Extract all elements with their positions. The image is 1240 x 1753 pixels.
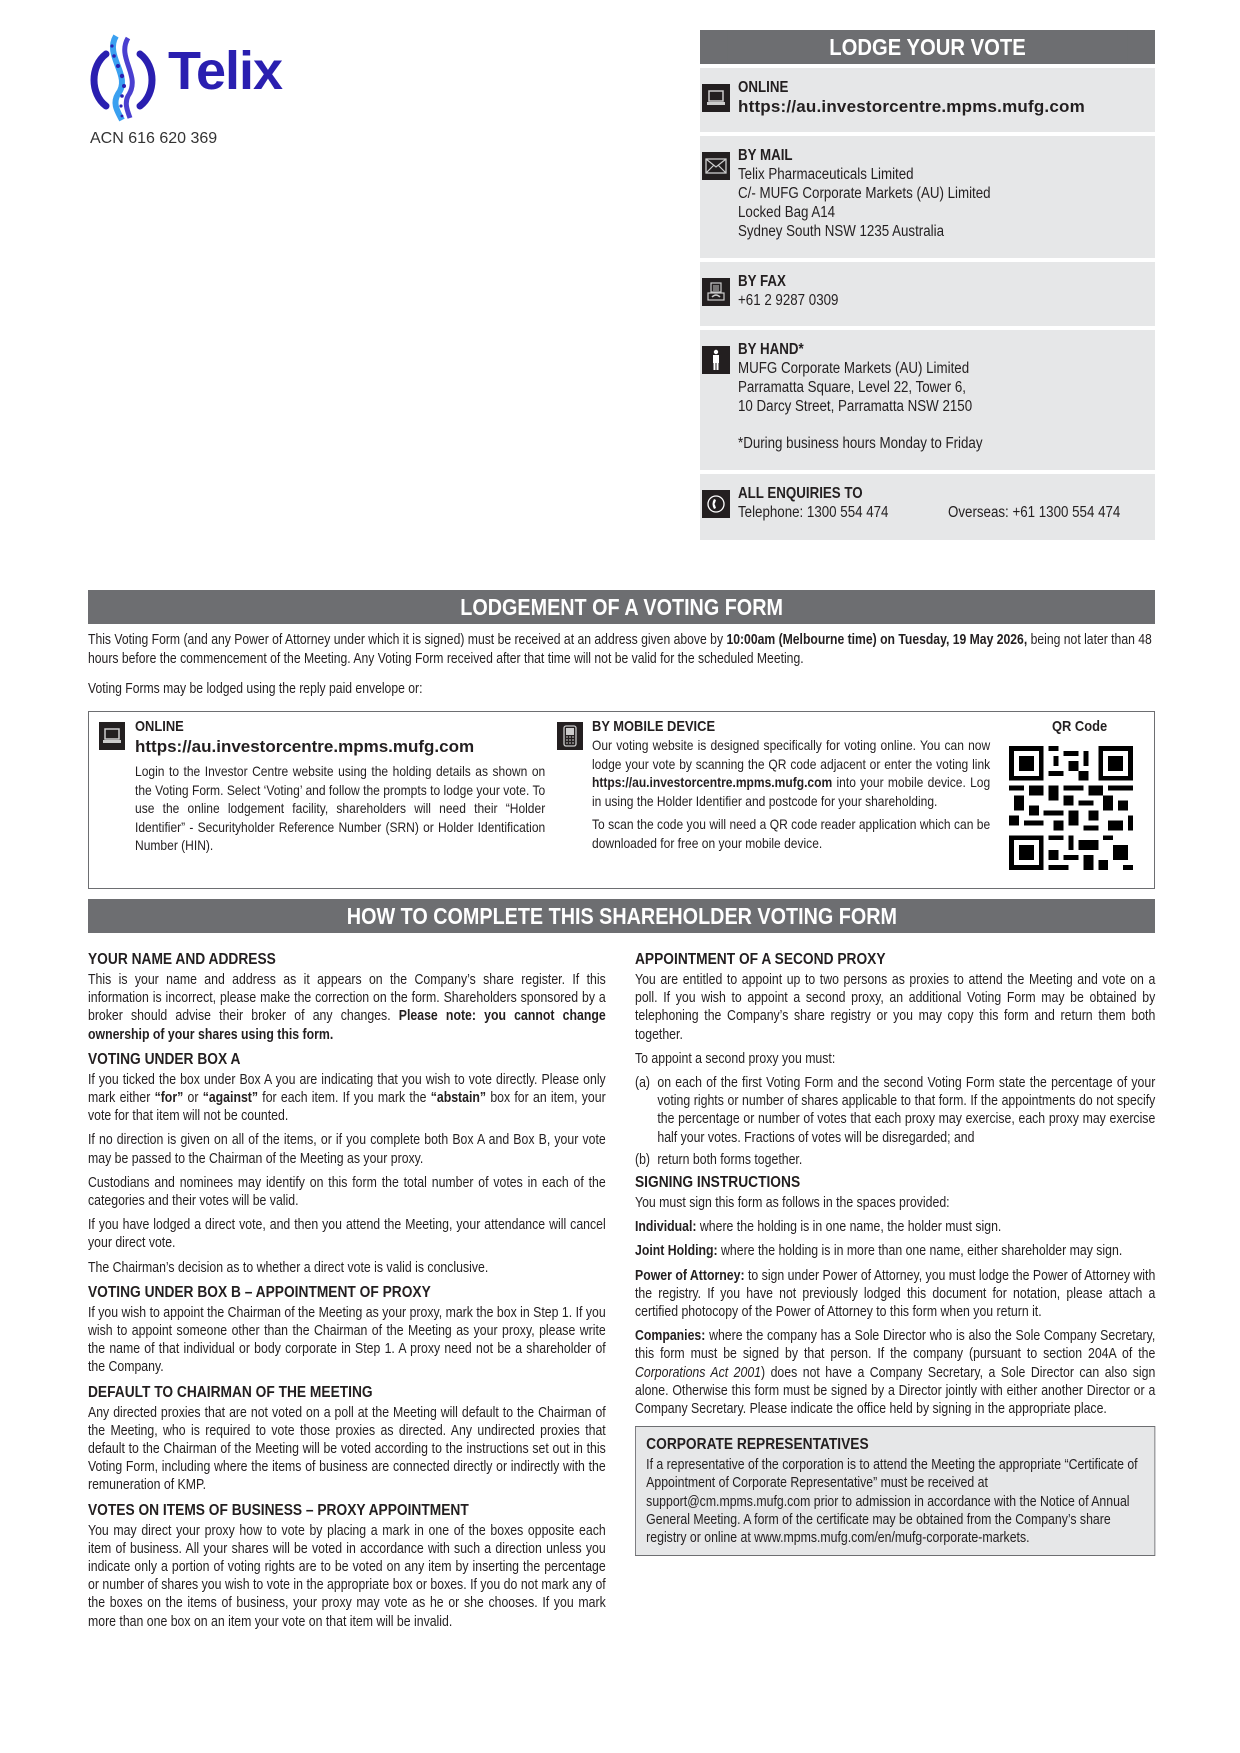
- online-heading: ONLINE: [135, 718, 184, 735]
- qr-code-label: QR Code: [1052, 718, 1108, 735]
- lodge-your-vote-title: LODGE YOUR VOTE: [727, 30, 1127, 64]
- list-item: (a) on each of the first Voting Form and the second Voting Form state the percentage of your voting rights or number of shares applicable to that form. If the appointments do not specify the percentage or number of votes that each proxy may exercise, each proxy may exercise half your votes. Fractions of votes will be disregarded; and: [635, 1075, 1156, 1146]
- lodge-enquiries: ALL ENQUIRIES TO Telephone: 1300 554 474 Overseas: +61 1300 554 474: [700, 474, 1155, 540]
- online-instructions: Login to the Investor Centre website using the holding details as shown on the Voting Form. Select ‘Voting’ and follow the prompts to lodge your vote. To use the online lodgement facility, shareholders will need their “Holder Identifier” - Securityholder Reference Number (SRN) or Holder Identification Number (HIN).: [135, 763, 546, 853]
- laptop-icon: [702, 84, 730, 112]
- lodgement-section-title: LODGEMENT OF A VOTING FORM: [88, 590, 1155, 624]
- box-a-heading: VOTING UNDER BOX A: [88, 1050, 241, 1068]
- lodge-by-hand: BY HAND* MUFG Corporate Markets (AU) Limited Parramatta Square, Level 22, Tower 6, 10 Darcy Street, Parramatta NSW 2150 *During business hours Monday to Friday: [700, 330, 1155, 470]
- person-icon: [702, 346, 730, 374]
- list-item: (b) return both forms together.: [635, 1151, 803, 1168]
- fax-icon: [702, 278, 730, 306]
- acn-number: ACN 616 620 369: [90, 130, 218, 147]
- telix-logo: [88, 32, 318, 122]
- lodgement-envelope-text: Voting Forms may be lodged using the reply paid envelope or:: [88, 681, 423, 697]
- envelope-icon: [702, 152, 730, 180]
- default-chairman-heading: DEFAULT TO CHAIRMAN OF THE MEETING: [88, 1383, 373, 1401]
- corporate-representatives-box: CORPORATE REPRESENTATIVES If a representative of the corporation is to attend the Meeting the appropriate “Certificate of Appointment of Corporate Representative” must be received at support@cm.mpms.mufg.com prior to admission in accordance with the Notice of Annual General Meeting. A form of the certificate may be obtained from the Company’s share registry or online at www.mpms.mufg.com/en/mufg-corporate-markets.: [635, 1426, 1155, 1556]
- box-a-text: If you ticked the box under Box A you are indicating that you wish to vote directly. Please only mark either “for” or “against” for each item. If you mark the “abstain” box for an item, your vote for that item will not be counted.: [88, 1071, 606, 1125]
- mobile-instructions: Our voting website is designed specifically for voting online. You can now lodge your vote by scanning the QR code adjacent or enter the voting link https://au.investorcentre.mpms.mufg.com into your mobile device. Log in using the Holder Identifier and postcode for your shareholding. To scan the code you will need a QR code reader application which can be downloaded for free on your mobile device.: [592, 737, 991, 851]
- box-b-heading: VOTING UNDER BOX B – APPOINTMENT OF PROXY: [88, 1283, 431, 1301]
- name-address-heading: YOUR NAME AND ADDRESS: [88, 951, 276, 968]
- telix-spine-icon: [88, 32, 160, 122]
- telephone-number: Telephone: 1300 554 474: [738, 504, 889, 521]
- online-url[interactable]: https://au.investorcentre.mpms.mufg.com: [135, 737, 475, 756]
- laptop-icon: [99, 722, 125, 750]
- how-to-right-column: APPOINTMENT OF A SECOND PROXY You are entitled to appoint up to two persons as proxies to attend the Meeting and vote on a poll. If you wish to appoint a second proxy, an additional Voting Form may be obtained by telephoning the Company’s share registry or you may copy this form and return them both together. To appoint a second proxy you must: (a) on each of the first Voting Form and the second Voting Form state the percentage of your voting rights or number of shares applicable to that form. If the appointments do not specify the percentage or number of votes that each proxy may exercise, each proxy may exercise half your votes. Fractions of votes will be disregarded; and (b) return both forms together. SIGNING INSTRUCTIONS You must sign this form as follows in the spaces provided: Individual: where the holding is in one name, the holder must sign. Joint Holding: where the holding is in more than one name, either shareholder may sign. Power of Attorney: to sign under Power of Attorney, you must lodge the Power of Attorney with the registry. If you have not previously lodged this document for notation, please attach a certified photocopy of the Power of Attorney to this form when you return it. Companies: where the company has a Sole Director who is also the Sole Company Secretary, this form must be signed by that person. If the company (pursuant to section 204A of the Corporations Act 2001) does not have a Company Secretary, a Sole Director can also sign alone. Otherwise this form must be signed by a Director jointly with either another Director or a Company Secretary. Please indicate the office held by signing in the appropriate place. CORPORATE REPRESENTATIVES If a representative of the corporation is to attend the Meeting the appropriate “Certificate of Appointment of Corporate Representative” must be received at support@cm.mpms.mufg.com prior to admission in accordance with the Notice of Annual General Meeting. A form of the certificate may be obtained from the Company’s share registry or online at www.mpms.mufg.com/en/mufg-corporate-markets.: [635, 950, 1155, 1556]
- lodge-by-fax: BY FAX +61 2 9287 0309: [700, 262, 1155, 326]
- votes-items-heading: VOTES ON ITEMS OF BUSINESS – PROXY APPOINTMENT: [88, 1501, 469, 1519]
- lodge-online: ONLINE https://au.investorcentre.mpms.mufg.com: [700, 68, 1155, 132]
- mobile-phone-icon: [557, 722, 583, 750]
- brand-name: Telix: [168, 41, 283, 101]
- online-url[interactable]: https://au.investorcentre.mpms.mufg.com: [738, 97, 1085, 116]
- how-to-left-column: YOUR NAME AND ADDRESS This is your name and address as it appears on the Company’s share register. If this information is incorrect, please make the correction on the form. Shareholders sponsored by a broker should advise their broker of any changes. Please note: you cannot change ownership of your shares using this form. VOTING UNDER BOX A If you ticked the box under Box A you are indicating that you wish to vote directly. Please only mark either “for” or “against” for each item. If you mark the “abstain” box for an item, your vote for that item will not be counted. If no direction is given on all of the items, or if you complete both Box A and Box B, your vote may be passed to the Chairman of the Meeting as your proxy. Custodians and nominees may identify on this form the total number of votes in each of the categories and their votes will be valid. If you have lodged a direct vote, and then you attend the Meeting, your attendance will cancel your direct vote. The Chairman’s decision as to whether a direct vote is valid is conclusive. VOTING UNDER BOX B – APPOINTMENT OF PROXY If you wish to appoint the Chairman of the Meeting as your proxy, mark the box in Step 1. If you wish to appoint someone other than the Chairman of the Meeting as your proxy, please write the name of that individual or body corporate in Step 1. A proxy need not be a shareholder of the Company. DEFAULT TO CHAIRMAN OF THE MEETING Any directed proxies that are not voted on a poll at the Meeting will default to the Chairman of the Meeting, who is required to vote those proxies as directed. Any undirected proxies that default to the Chairman of the Meeting will be voted according to the instructions set out in this Voting Form, including where the items of business are connected directly or indirectly with the remuneration of KMP. VOTES ON ITEMS OF BUSINESS – PROXY APPOINTMENT You may direct your proxy how to vote by placing a mark in one of the boxes opposite each item of business. All your shares will be voted in accordance with such a direction unless you indicate only a portion of voting rights are to be voted on any item by inserting the percentage or number of shares you wish to vote in the appropriate box or boxes. If you do not mark any of the boxes on the items of business, your proxy may vote as he or she chooses. If you mark more than one box on an item your vote on that item will be invalid.: [88, 951, 606, 1630]
- second-proxy-heading: APPOINTMENT OF A SECOND PROXY: [635, 951, 886, 968]
- corporate-heading: CORPORATE REPRESENTATIVES: [646, 1436, 869, 1454]
- name-address-text: This is your name and address as it appears on the Company’s share register. If this information is incorrect, please make the correction on the form. Shareholders sponsored by a broker should advise their broker of any changes. Please note: you cannot change ownership of your shares using this form.: [88, 972, 606, 1043]
- lodge-your-vote-panel: [700, 30, 1155, 540]
- phone-icon: [702, 490, 730, 518]
- lodgement-deadline-text: This Voting Form (and any Power of Attorney under which it is signed) must be received at an address given above by 10:00am (Melbourne time) on Tuesday, 19 May 2026, being not later than 48 hours before the commencement of the Meeting. Any Voting Form received after that time will not be valid for the scheduled Meeting.: [88, 632, 1152, 667]
- mobile-heading: BY MOBILE DEVICE: [592, 718, 716, 735]
- overseas-number: Overseas: +61 1300 554 474: [948, 504, 1121, 521]
- qr-code[interactable]: [1009, 746, 1133, 870]
- signing-heading: SIGNING INSTRUCTIONS: [635, 1174, 801, 1192]
- lodgement-methods-box: [88, 711, 1155, 889]
- how-to-section-title: HOW TO COMPLETE THIS SHAREHOLDER VOTING FORM: [88, 899, 1155, 933]
- lodge-by-mail: BY MAIL Telix Pharmaceuticals Limited C/- MUFG Corporate Markets (AU) Limited Locked Bag A14 Sydney South NSW 1235 Australia: [700, 136, 1155, 258]
